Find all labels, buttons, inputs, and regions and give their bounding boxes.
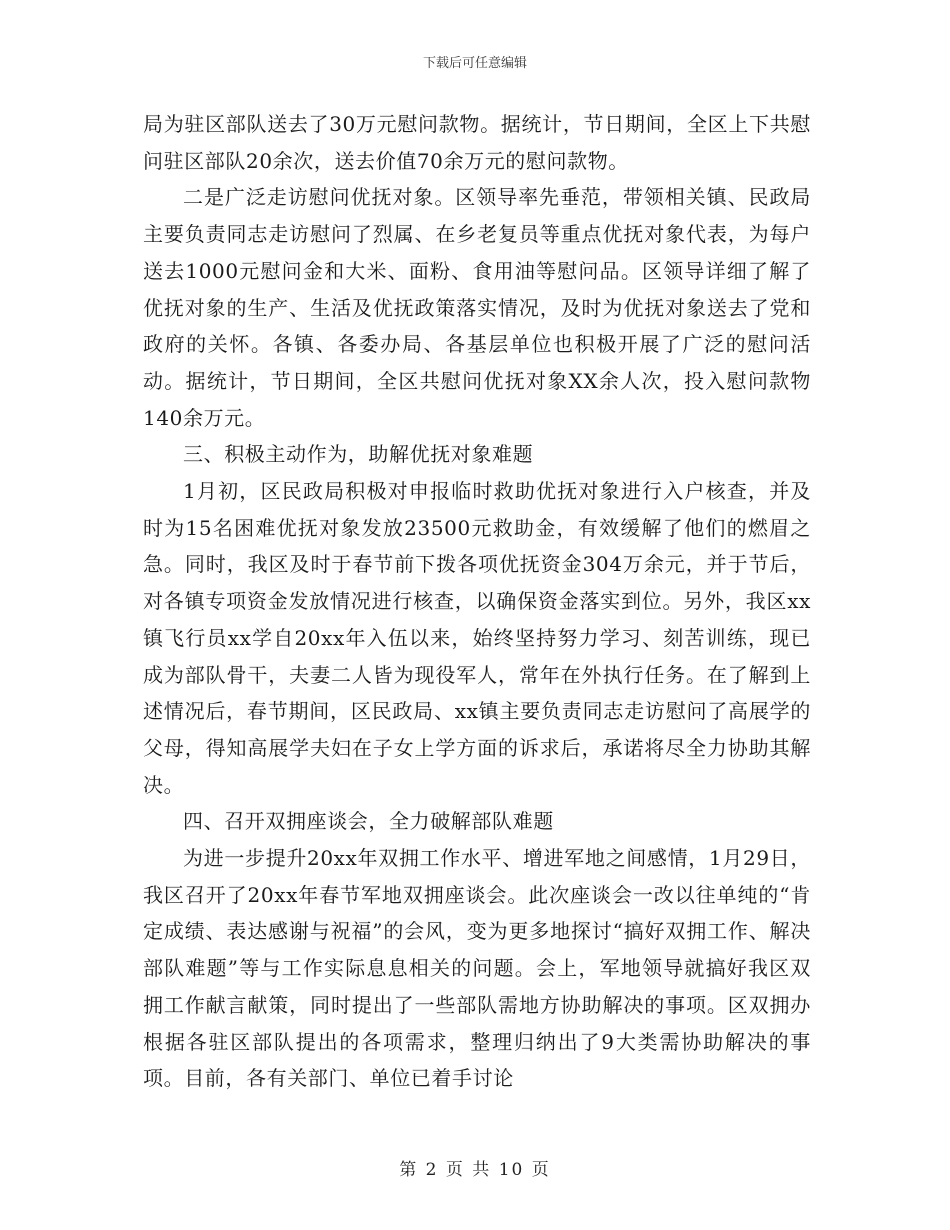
section-heading-3: 三、积极主动作为，助解优抚对象难题 bbox=[183, 442, 534, 467]
paragraph-1: 局为驻区部队送去了30万元慰问款物。据统计，节日期间，全区上下共慰问驻区部队20余次，送去价值70余万元的慰问款物。 bbox=[143, 112, 811, 173]
page-number-footer: 第 2 页 共 10 页 bbox=[399, 1160, 551, 1180]
paragraph-6: 为进一步提升20xx年双拥工作水平、增进军地之间感情，1月29日，我区召开了20xx年春节军地双拥座谈会。此次座谈会一改以往单纯的“肯定成绩、表达感谢与祝福”的会风，变为更多地探讨“搞好双拥工作、解决部队难题”等与工作实际息息相关的问题。会上，军地领导就搞好我区双拥工作献言献策，同时提出了一些部队需地方协助解决的事项。区双拥办根据各驻区部队提出的各项需求，整理归纳出了9大类需协助解决的事项。目前，各有关部门、单位已着手讨论 bbox=[143, 846, 811, 1091]
section-heading-4: 四、召开双拥座谈会，全力破解部队难题 bbox=[183, 809, 554, 834]
paragraph-2: 二是广泛走访慰问优抚对象。区领导率先垂范，带领相关镇、民政局主要负责同志走访慰问了烈属、在乡老复员等重点优抚对象代表，为每户送去1000元慰问金和大米、面粉、食用油等慰问品。区领导详细了解了优抚对象的生产、生活及优抚政策落实情况，及时为优抚对象送去了党和政府的关怀。各镇、各委办局、各基层单位也积极开展了广泛的慰问活动。据统计，节日期间，全区共慰问优抚对象XX余人次，投入慰问款物140余万元。 bbox=[143, 185, 811, 430]
page-header: 下载后可任意编辑 bbox=[422, 56, 527, 71]
document-body bbox=[143, 106, 811, 1097]
paragraph-4: 1月初，区民政局积极对申报临时救助优抚对象进行入户核查，并及时为15名困难优抚对象发放23500元救助金，有效缓解了他们的燃眉之急。同时，我区及时于春节前下拨各项优抚资金304万余元，并于节后，对各镇专项资金发放情况进行核查，以确保资金落实到位。另外，我区xx镇飞行员xx学自20xx年入伍以来，始终坚持努力学习、刻苦训练，现已成为部队骨干，夫妻二人皆为现役军人，常年在外执行任务。在了解到上述情况后，春节期间，区民政局、xx镇主要负责同志走访慰问了高展学的父母，得知高展学夫妇在子女上学方面的诉求后，承诺将尽全力协助其解决。 bbox=[143, 479, 811, 797]
